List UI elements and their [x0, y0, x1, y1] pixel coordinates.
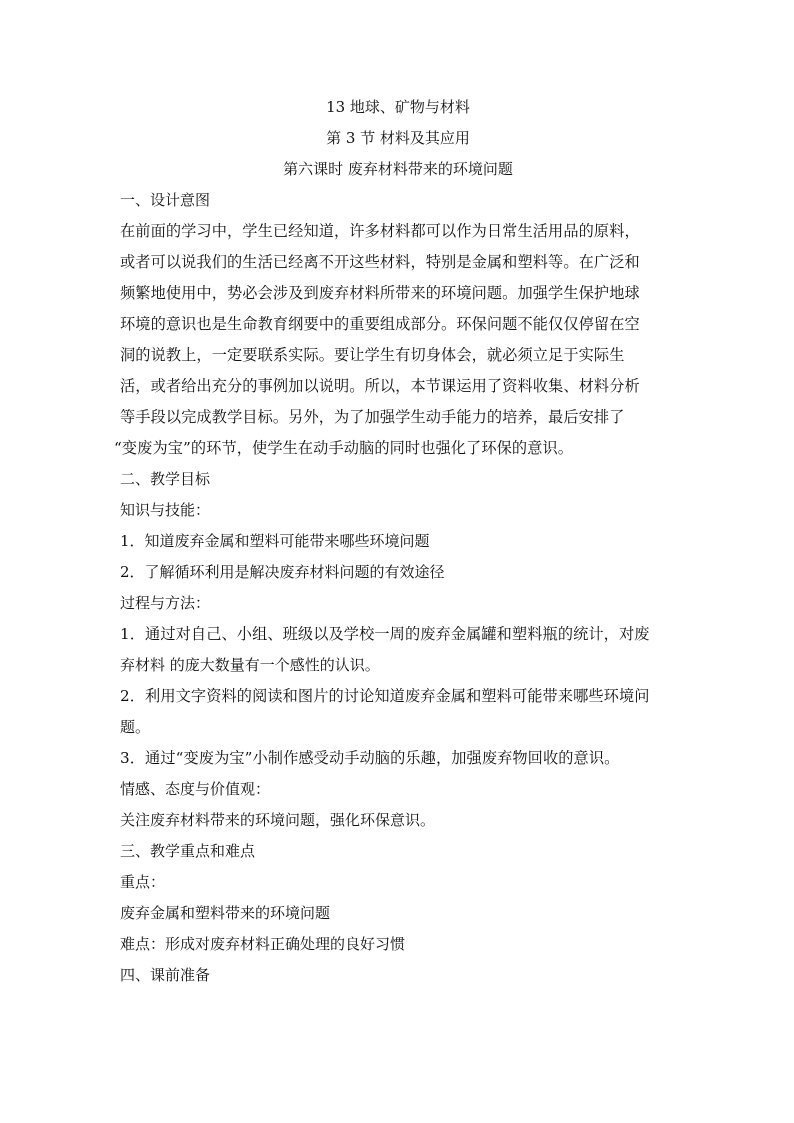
paragraph-line: 活，或者给出充分的事例加以说明。所以，本节课运用了资料收集、材料分析 — [120, 377, 640, 395]
section-title: 第 3 节 材料及其应用 — [326, 129, 470, 147]
paragraph-line: 洞的说教上，一定要联系实际。要让学生有切身体会，就必须立足于实际生 — [120, 346, 625, 364]
lesson-title: 第六课时 废弃材料带来的环境问题 — [283, 160, 513, 178]
design-intent-paragraph — [114, 216, 676, 464]
attitude-label: 情感、态度与价值观： — [120, 780, 271, 798]
paragraph-line: “变废为宝”的环节，使学生在动手动脑的同时也强化了环保的意识。 — [114, 439, 574, 457]
document-page — [114, 92, 676, 991]
paragraph-line: 等手段以完成教学目标。另外，为了加强学生动手能力的培养，最后安排了 — [120, 408, 625, 426]
paragraph-line: 在前面的学习中，学生已经知道，许多材料都可以作为日常生活用品的原料， — [120, 222, 640, 240]
paragraph-line: 或者可以说我们的生活已经离不开这些材料，特别是金属和塑料等。在广泛和 — [120, 253, 640, 271]
process-item: 3．通过“变废为宝”小制作感受动手动脑的乐趣，加强废弃物回收的意识。 — [120, 749, 620, 767]
knowledge-item: 2．了解循环利用是解决废弃材料问题的有效途径 — [120, 563, 445, 581]
process-label: 过程与方法： — [120, 594, 211, 612]
paragraph-line: 环境的意识也是生命教育纲要中的重要组成部分。环保问题不能仅仅停留在空 — [120, 315, 640, 333]
process-item: 2．利用文字资料的阅读和图片的讨论知道废弃金属和塑料可能带来哪些环境问 — [120, 687, 650, 705]
key-points-heading: 三、教学重点和难点 — [120, 842, 256, 860]
preparation-heading: 四、课前准备 — [120, 966, 211, 984]
process-item-continued: 题。 — [120, 718, 151, 736]
knowledge-label: 知识与技能： — [120, 501, 211, 519]
goals-heading: 二、教学目标 — [120, 470, 211, 488]
chapter-title: 13 地球、矿物与材料 — [326, 98, 470, 116]
paragraph-line: 频繁地使用中，势必会涉及到废弃材料所带来的环境问题。加强学生保护地球 — [120, 284, 640, 302]
focus-label: 重点： — [120, 873, 166, 891]
design-intent-heading: 一、设计意图 — [120, 191, 211, 209]
process-item-continued: 弃材料 的庞大数量有一个感性的认识。 — [120, 656, 380, 674]
process-item: 1．通过对自己、小组、班级以及学校一周的废弃金属罐和塑料瓶的统计，对废 — [120, 625, 650, 643]
attitude-item: 关注废弃材料带来的环境问题，强化环保意识。 — [120, 811, 436, 829]
difficulty-item: 难点：形成对废弃材料正确处理的良好习惯 — [120, 935, 406, 953]
knowledge-item: 1．知道废弃金属和塑料可能带来哪些环境问题 — [120, 532, 430, 550]
focus-item: 废弃金属和塑料带来的环境问题 — [120, 904, 331, 922]
